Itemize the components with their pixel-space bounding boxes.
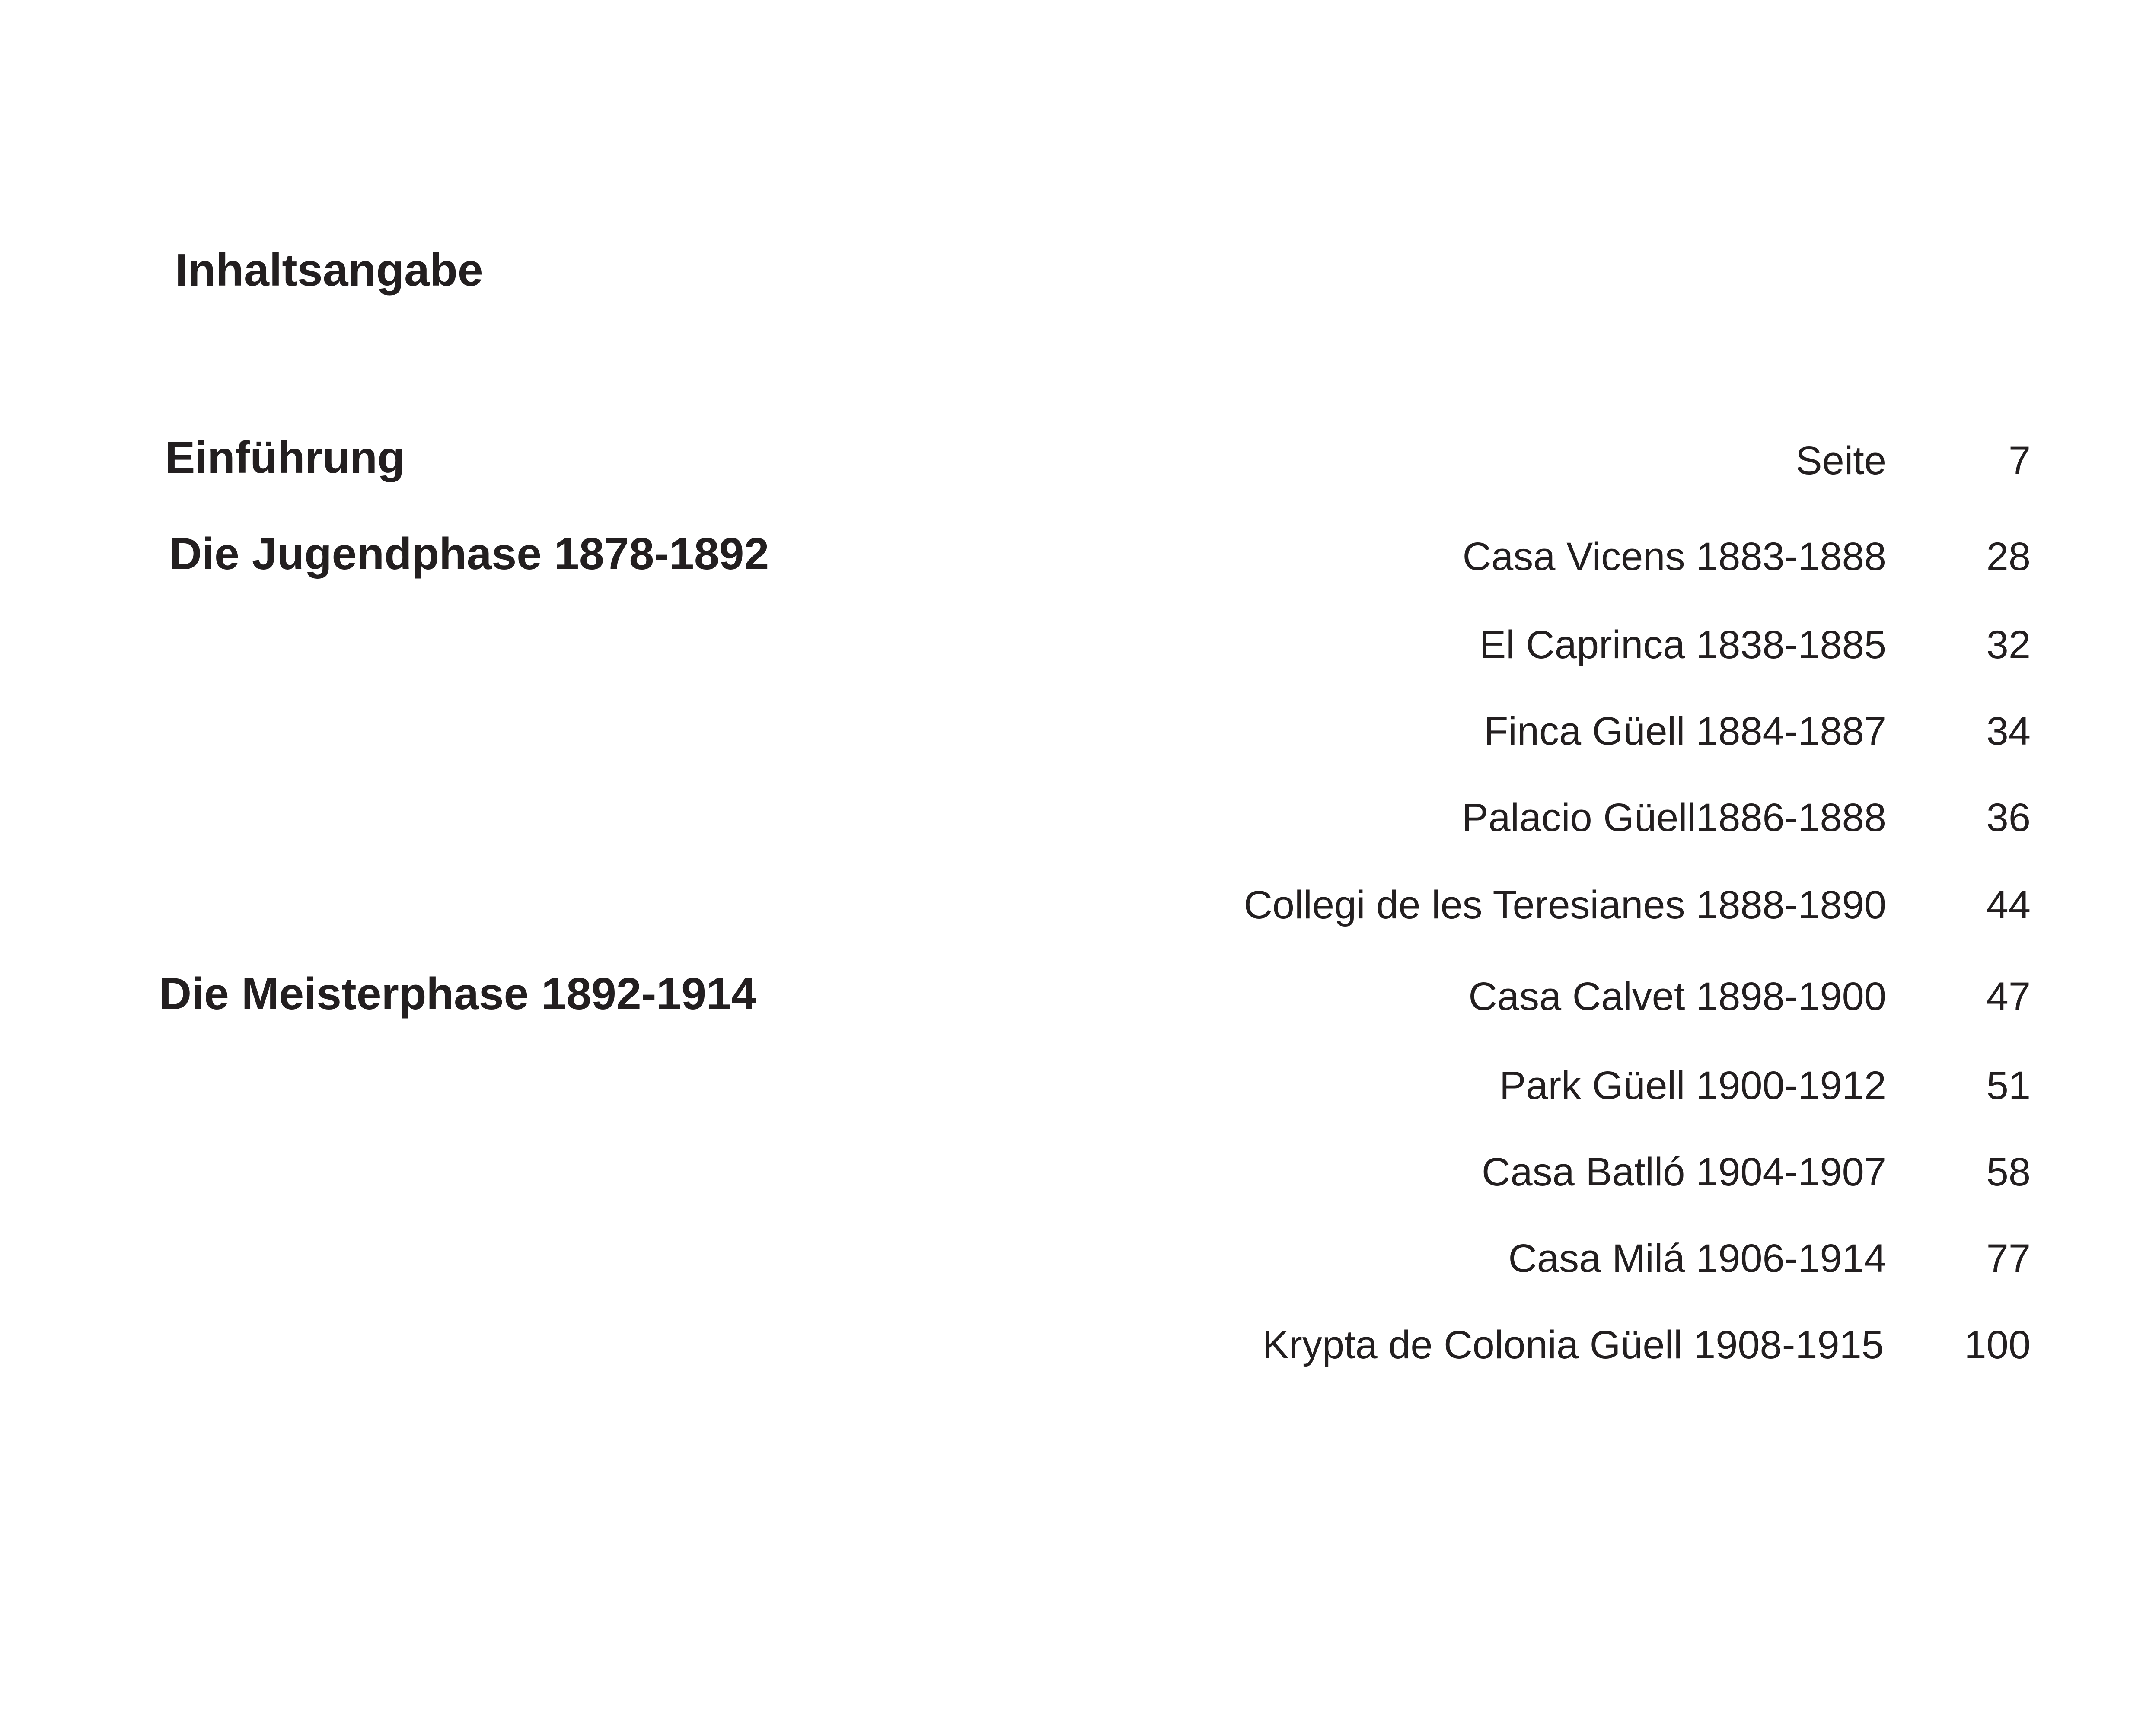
toc-entry-label: Collegi de les Teresianes 1888-1890 bbox=[1244, 883, 1886, 927]
toc-entry-label: Casa Milá 1906-1914 bbox=[1508, 1236, 1886, 1280]
toc-entry-label: Park Güell 1900-1912 bbox=[1499, 1064, 1886, 1108]
toc-entry-page: 36 bbox=[1986, 796, 2031, 840]
toc-entry-page: 77 bbox=[1986, 1236, 2031, 1280]
section-heading-meisterphase: Die Meisterphase 1892-1914 bbox=[159, 969, 756, 1019]
section-heading-jugendphase: Die Jugendphase 1878-1892 bbox=[169, 529, 769, 579]
toc-entry-page: 100 bbox=[1964, 1323, 2031, 1367]
toc-entry-page: 32 bbox=[1986, 623, 2031, 667]
toc-entry-page: 58 bbox=[1986, 1150, 2031, 1194]
toc-entry-label: Krypta de Colonia Güell 1908-1915 bbox=[1262, 1323, 1884, 1367]
toc-entry-page: 34 bbox=[1986, 709, 2031, 753]
toc-entry-label: Casa Vicens 1883-1888 bbox=[1462, 535, 1886, 579]
toc-entry-label: Casa Calvet 1898-1900 bbox=[1468, 975, 1886, 1019]
toc-entry-label: El Caprinca 1838-1885 bbox=[1479, 623, 1886, 667]
toc-entry-label: Casa Batlló 1904-1907 bbox=[1482, 1150, 1886, 1194]
toc-entry-page: 7 bbox=[2008, 439, 2031, 483]
toc-entry-label: Palacio Güell1886-1888 bbox=[1461, 796, 1886, 840]
toc-entry-label: Finca Güell 1884-1887 bbox=[1484, 709, 1886, 753]
toc-entry-page: 28 bbox=[1986, 535, 2031, 579]
page-title: Inhaltsangabe bbox=[175, 245, 483, 296]
toc-entry-page: 44 bbox=[1986, 883, 2031, 927]
toc-entry-page: 47 bbox=[1986, 975, 2031, 1019]
toc-entry-label: Seite bbox=[1795, 439, 1886, 483]
toc-entry-page: 51 bbox=[1986, 1064, 2031, 1108]
section-heading-einfuehrung: Einführung bbox=[165, 433, 405, 483]
